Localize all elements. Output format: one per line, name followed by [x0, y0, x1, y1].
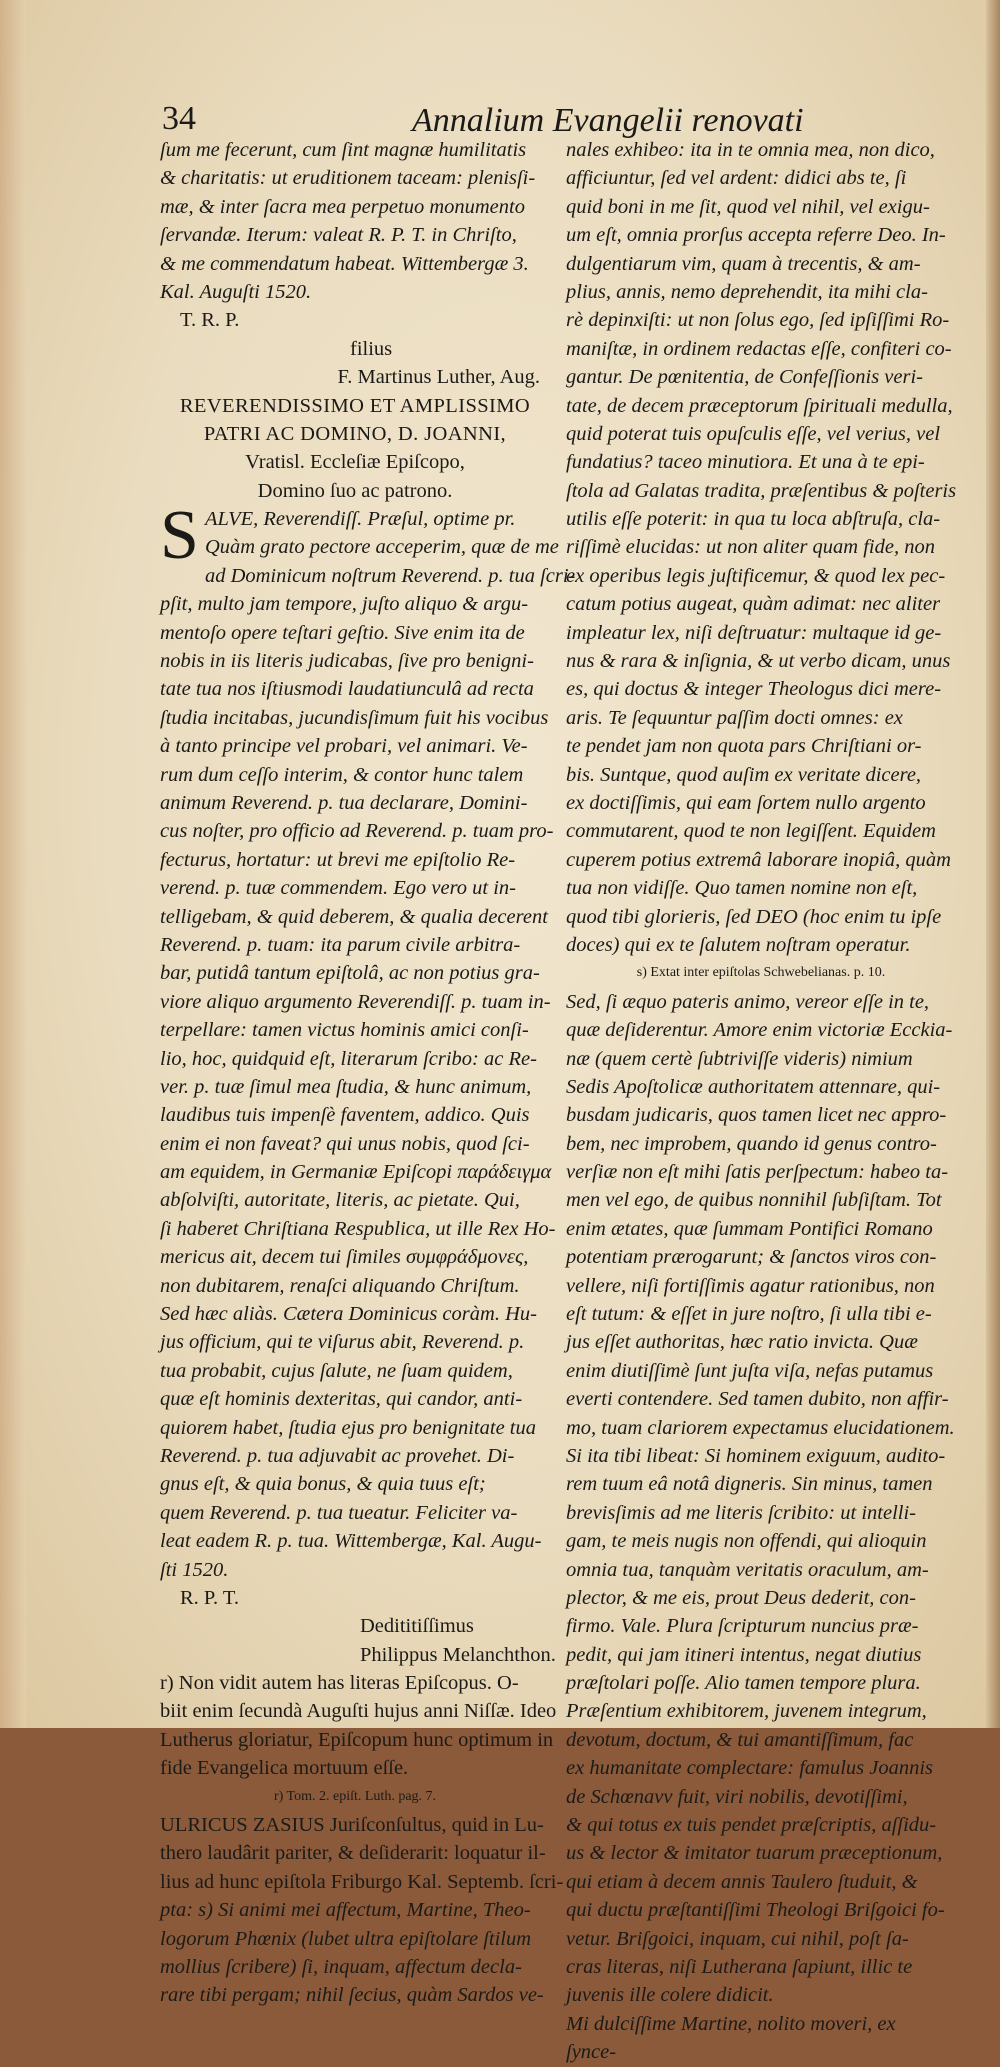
- left-column-line-text: pſit, multo jam tempore, juſto aliquo & argu-: [160, 593, 529, 616]
- right-column-line: [566, 1811, 956, 1839]
- left-column-line: [160, 505, 550, 533]
- right-column-line-text: brevisſimis ad me literis ſcribito: ut intelli-: [566, 1501, 916, 1524]
- right-column-line: [566, 903, 956, 931]
- left-column-line: [160, 1868, 564, 1896]
- left-column-line: [160, 1158, 550, 1186]
- right-column-line: [566, 1981, 956, 2009]
- left-column-line: [160, 448, 550, 476]
- right-column-line: [566, 363, 956, 391]
- right-column-line: [566, 1045, 956, 1073]
- left-column-line-text: nobis in iis literis judicabas, ſive pro benigni-: [160, 650, 534, 673]
- left-column-line-text: leat eadem R. p. tua. Wittembergæ, Kal. Augu-: [160, 1530, 542, 1553]
- left-column-line-text: cus noſter, pro officio ad Reverend. p. tuam pro-: [160, 820, 554, 843]
- right-column-line-text: gantur. De pœnitentia, de Confeſſionis veri-: [566, 366, 924, 389]
- right-column-line-text: qui etiam à decem annis Taulero ſtuduit, &: [566, 1870, 918, 1893]
- right-column-line: [566, 1442, 956, 1470]
- left-column-line: [160, 1101, 550, 1129]
- left-column-line-text: ſum me fecerunt, cum ſint magnæ humilitatis: [160, 139, 527, 161]
- right-column-line-text: enim diutiſſimè ſunt juſta viſa, nefas putamus: [566, 1359, 934, 1382]
- right-column-line-text: Sed, ſi æquo pateris animo, vereor eſſe in te,: [566, 990, 930, 1013]
- right-column-line-text: aris. Te ſequuntur paſſim docti omnes: ex: [566, 706, 903, 729]
- left-column-line: [160, 619, 550, 647]
- left-column-line: [160, 1669, 550, 1697]
- left-column-line-text: Philippus Melanchthon.: [360, 1643, 556, 1666]
- right-column-line: [566, 420, 956, 448]
- left-column-line-text: ſti 1520.: [160, 1558, 229, 1581]
- left-column-line-text: mollius ſcribere) ſi, inquam, affectum decla-: [160, 1956, 522, 1978]
- left-column-line: [160, 1442, 550, 1470]
- right-column-line: [566, 988, 956, 1016]
- right-column-line: [566, 2038, 956, 2066]
- right-column-line-text: tate, de decem præceptorum ſpirituali medulla,: [566, 394, 953, 417]
- right-column-line: [566, 1527, 956, 1555]
- left-column-line-text: jus officium, qui te viſurus abit, Reverend. p.: [160, 1331, 525, 1354]
- left-column-line-text: mericus ait, decem tui ſimiles συμφράδμονες,: [160, 1246, 529, 1269]
- left-column-line-text: à tanto principe vel probari, vel animari. Ve-: [160, 735, 528, 758]
- right-column-line-text: men vel ego, de quibus nonnihil ſubſiſtam. Tot: [566, 1189, 942, 1212]
- right-column-line-text: ex doctiſſimis, qui eam ſortem nullo argento: [566, 791, 926, 814]
- running-title: Annalium Evangelii renovati: [412, 102, 804, 139]
- right-column-line-text: cras literas, niſi Lutherana ſapiunt, illic te: [566, 1956, 913, 1978]
- right-column-line: [566, 1385, 956, 1413]
- left-column-line: [160, 874, 550, 902]
- right-column-line: [566, 874, 956, 902]
- page-gutter-shadow: [0, 0, 26, 1728]
- left-column-line: [160, 1130, 550, 1158]
- right-column-line-text: vellere, niſi fortiſſimis agatur rationibus, non: [566, 1274, 935, 1297]
- right-column-line-text: afficiuntur, ſed vel ardent: didici abs te, ſi: [566, 167, 907, 190]
- left-column-line: [160, 1385, 550, 1413]
- right-column-line-text: um eſt, omnia prorſus accepta referre Deo. In-: [566, 224, 946, 247]
- right-column-line-text: pedit, qui jam itineri intentus, negat diutius: [566, 1643, 922, 1666]
- left-column-line-text: thero laudârit pariter, & deſiderarit: loquatur il-: [160, 1842, 546, 1865]
- right-column-line-text: s) Extat inter epiſtolas Schwebelianas. p. 10.: [636, 965, 886, 981]
- right-column-line: [566, 761, 956, 789]
- right-column-line-text: plius, annis, nemo deprehendit, ita mihi cla-: [566, 280, 928, 303]
- right-column-line-text: quæ deſiderentur. Amore enim victoriæ Ecckia-: [566, 1019, 953, 1042]
- left-column-line: [160, 761, 550, 789]
- right-column-line: [566, 1328, 956, 1356]
- right-column-line-text: bis. Suntque, quod auſim ex veritate dicere,: [566, 763, 922, 786]
- right-column-line: [566, 1783, 956, 1811]
- left-column-line-text: lio, hoc, quidquid eſt, literarum ſcribo: ac Re-: [160, 1047, 537, 1070]
- left-column-line-text: Quàm grato pectore acceperim, quæ de me: [204, 536, 559, 559]
- left-column-line: [160, 562, 576, 590]
- left-column-line-text: pta: s) Si animi mei affectum, Martine, Theo-: [160, 1899, 531, 1922]
- left-column-line-text: Dedititiſſimus: [360, 1615, 474, 1638]
- left-column-line-text: Lutherus gloriatur, Epiſcopum hunc optimum in: [160, 1728, 554, 1751]
- left-column-line: [160, 1641, 556, 1669]
- left-column-line: [160, 392, 550, 420]
- left-column-line-text: ver. p. tuæ ſimul mea ſtudia, & hunc animum,: [160, 1075, 532, 1098]
- right-column-line-text: jus eſſet authoritas, hæc ratio invicta. Quæ: [566, 1331, 918, 1354]
- left-column-line-text: lius ad hunc epiſtola Friburgo Kal. Septemb. ſcri-: [160, 1870, 564, 1893]
- right-column-line-text: ſynce-: [566, 2041, 617, 2064]
- page-number: 34: [162, 100, 196, 137]
- left-column-line: [160, 221, 550, 249]
- left-column-line-text: enim ei non faveat? qui unus nobis, quod ſci-: [160, 1132, 530, 1155]
- right-column-line-text: omnia tua, tanquàm veritatis oraculum, am-: [566, 1558, 929, 1581]
- right-column-line-text: nales exhibeo: ita in te omnia mea, non dico,: [566, 139, 935, 161]
- right-column-line-text: verſiæ non eſt mihi ſatis perſpectum: habeo ta-: [566, 1161, 949, 1184]
- left-column-line: [160, 1527, 550, 1555]
- left-column-line: [160, 1981, 550, 2009]
- left-column-line-text: Kal. Auguſti 1520.: [160, 280, 312, 303]
- right-column-line: [566, 959, 956, 987]
- right-column-line-text: quid boni in me ſit, quod vel nihil, vel exigu-: [566, 195, 930, 218]
- right-column-line-text: Mi dulciſſime Martine, nolito moveri, ex: [566, 2012, 896, 2035]
- right-column-line: [566, 817, 956, 845]
- right-column-line: [566, 1584, 956, 1612]
- right-column-line: [566, 1101, 956, 1129]
- right-column-line: [566, 1925, 956, 1953]
- right-column-line: [566, 1130, 956, 1158]
- left-column-line-text: R. P. T.: [180, 1586, 240, 1609]
- left-column-line: [160, 1556, 550, 1584]
- left-column-line: [160, 732, 550, 760]
- right-column-line-text: & qui totus ex tuis pendet præſcriptis, aſſidu-: [566, 1814, 937, 1837]
- left-column-line: [160, 477, 550, 505]
- left-column-line-text: am equidem, in Germaniæ Epiſcopi παράδειγμα: [160, 1161, 552, 1184]
- left-column-line: [160, 1357, 550, 1385]
- right-column-line: [566, 164, 956, 192]
- right-column-line: [566, 1697, 956, 1725]
- left-column-line-text: quæ eſt hominis dexteritas, qui candor, anti-: [160, 1388, 523, 1411]
- left-column-line: [160, 647, 550, 675]
- right-column-line-text: rè depinxiſti: ut non ſolus ego, ſed ipſiſſimi Ro-: [566, 309, 950, 332]
- right-column-line: [566, 1641, 956, 1669]
- left-column-line: [160, 1414, 550, 1442]
- right-column-line-text: te pendet jam non quota pars Chriſtiani or-: [566, 735, 922, 758]
- right-column-line-text: præſtolari poſſe. Alio tamen tempore plura.: [566, 1672, 921, 1695]
- left-column: [160, 136, 576, 2010]
- right-column-line: [566, 193, 956, 221]
- right-column-line-text: ex humanitate complectare: famulus Joannis: [566, 1757, 934, 1780]
- left-column-line: [160, 789, 550, 817]
- right-column-line-text: mo, tuam clariorem expectamus elucidationem.: [566, 1416, 955, 1439]
- right-column-line-text: potentiam prærogarunt; & ſanctos viros con-: [566, 1246, 937, 1269]
- left-column-line-text: non dubitarem, renaſci aliquando Chriſtum.: [160, 1274, 520, 1297]
- left-column-line-text: quem Reverend. p. tua tueatur. Feliciter va-: [160, 1501, 518, 1524]
- left-column-line-text: rare tibi pergam; nihil ſecius, quàm Sardos ve-: [160, 1984, 544, 2007]
- left-column-line: [160, 306, 550, 334]
- right-column-line: [566, 136, 956, 164]
- left-column-line-text: tua probabit, cujus ſalute, ne ſuam quidem,: [160, 1359, 513, 1382]
- left-column-line: [160, 1073, 550, 1101]
- left-column-line-text: abſolviſti, autoritate, literis, ac pietate. Qui,: [160, 1189, 520, 1212]
- right-column-line-text: everti contendere. Sed tamen dubito, non affir-: [566, 1388, 949, 1411]
- left-column-line: [160, 1953, 550, 1981]
- right-column-line: [566, 1499, 956, 1527]
- right-column-line-text: ex operibus legis juſtificemur, & quod lex pec-: [566, 564, 946, 587]
- left-column-line: [160, 1328, 550, 1356]
- left-column-line-text: bar, putidâ tantum epiſtolâ, ac non potius gra-: [160, 962, 540, 985]
- right-column-line-text: us & lector & imitator tuarum præceptionum,: [566, 1842, 943, 1865]
- left-column-line-text: & charitatis: ut eruditionem taceam: plenisſi-: [160, 167, 536, 190]
- left-column-line: [160, 420, 550, 448]
- drop-cap: S: [160, 497, 199, 575]
- left-column-line-text: PATRI AC DOMINO, D. JOANNI,: [203, 422, 507, 445]
- left-column-line: [160, 136, 550, 164]
- right-column-line-text: maniſtæ, in ordinem redactas eſſe, confiteri co-: [566, 337, 952, 360]
- left-column-line-text: mæ, & inter ſacra mea perpetuo monumento: [160, 195, 525, 218]
- left-column-line: [160, 1726, 554, 1754]
- right-column-line: [566, 1754, 956, 1782]
- right-column-line-text: plector, & me eis, prout Deus dederit, con-: [566, 1586, 916, 1609]
- left-column-line-text: Vratisl. Eccleſiæ Epiſcopo,: [245, 451, 465, 474]
- left-column-line: [160, 1470, 550, 1498]
- right-column-line: [566, 789, 956, 817]
- left-column-line-text: F. Martinus Luther, Aug.: [337, 366, 540, 389]
- left-column-line: [160, 278, 550, 306]
- left-column-line: [160, 1499, 550, 1527]
- right-column-line: [566, 2010, 956, 2038]
- right-column-line: [566, 1470, 956, 1498]
- right-column-line-text: Sedis Apoſtolicæ authoritatem attennare, qui-: [566, 1075, 941, 1098]
- right-column-line: [566, 1868, 956, 1896]
- left-column-line: [160, 1243, 550, 1271]
- right-column-line-text: gam, te meis nugis non offendi, qui alioquin: [566, 1530, 927, 1553]
- left-column-line: [160, 1697, 557, 1725]
- right-column-line: [566, 732, 956, 760]
- right-column-line-text: devotum, doctum, & tui amantiſſimum, fac: [566, 1728, 914, 1751]
- left-column-line-text: terpellare: tamen victus hominis amici conſi-: [160, 1019, 529, 1042]
- left-column-line: [160, 1754, 550, 1782]
- left-column-line-text: REVERENDISSIMO ET AMPLISSIMO: [179, 394, 531, 417]
- right-column-line: [566, 1300, 956, 1328]
- right-column-line-text: cuperem potius extremâ laborare inopiâ, quàm: [566, 848, 951, 871]
- right-column-line: [566, 1414, 956, 1442]
- right-column-line: [566, 1186, 956, 1214]
- left-column-line: [160, 363, 550, 391]
- right-column-line: [566, 1896, 956, 1924]
- left-column-line: [160, 1612, 550, 1640]
- left-column-line-text: & me commendatum habeat. Wittembergæ 3.: [160, 252, 529, 275]
- right-column-line: [566, 1953, 956, 1981]
- right-column-line: [566, 1016, 956, 1044]
- left-column-line-text: ULRICUS ZASIUS Juriſconſultus, quid in Lu-: [160, 1814, 544, 1837]
- right-column-line-text: doces) qui ex te ſalutem noſtram operatur.: [566, 933, 911, 956]
- left-column-line: [160, 1272, 550, 1300]
- right-column-line-text: bem, nec improbem, quando id genus contro-: [566, 1132, 937, 1155]
- left-column-line: [160, 250, 550, 278]
- left-column-line-text: ad Dominicum noſtrum Reverend. p. tua ſcri-: [204, 564, 576, 587]
- left-column-line: [160, 1584, 550, 1612]
- right-column-line: [566, 1158, 956, 1186]
- left-column-line-text: ALVE, Reverendiſſ. Præſul, optime pr.: [204, 508, 516, 531]
- left-column-line-text: T. R. P.: [180, 309, 240, 332]
- right-column-line: [566, 1556, 956, 1584]
- right-column-line-text: tua non vidiſſe. Quo tamen nomine non eſt,: [566, 877, 918, 900]
- right-column: [566, 136, 956, 2067]
- left-column-line: [160, 335, 550, 363]
- left-column-line-text: mentoſo opere teſtari geſtio. Sive enim ita de: [160, 621, 525, 644]
- left-column-line-text: ſtudia incitabas, jucundisſimum fuit his vocibus: [160, 706, 549, 729]
- left-column-line-text: viore aliquo argumento Reverendiſſ. p. tuam in-: [160, 990, 551, 1013]
- left-column-line: [160, 1016, 550, 1044]
- left-column-line: [160, 931, 550, 959]
- right-column-line: [566, 1357, 956, 1385]
- page-edge: [986, 0, 1000, 1728]
- left-column-line-text: fide Evangelica mortuum eſſe.: [160, 1757, 409, 1780]
- left-column-line-text: r) Non vidit autem has literas Epiſcopus. O-: [160, 1672, 519, 1695]
- left-column-line: [160, 1215, 556, 1243]
- right-column-line-text: es, qui doctus & integer Theologus dici mere-: [566, 678, 942, 701]
- left-column-line: [160, 817, 554, 845]
- right-column-line-text: eſt tutum: & eſſet in jure noſtro, ſi ulla tibi e-: [566, 1303, 932, 1326]
- left-column-line-text: filius: [350, 337, 393, 360]
- left-column-line: [160, 1783, 550, 1811]
- left-column-line: [160, 1045, 550, 1073]
- right-column-line: [566, 1669, 956, 1697]
- left-column-line-text: quiorem habet, ſtudia ejus pro benignitate tua: [160, 1416, 536, 1439]
- right-column-line-text: dulgentiarum vim, quam à trecentis, & am-: [566, 252, 921, 275]
- left-column-line: [160, 903, 550, 931]
- left-column-line-text: verend. p. tuæ commendem. Ego vero ut in-: [160, 877, 516, 900]
- right-column-line: [566, 505, 956, 533]
- right-column-line-text: catum potius augeat, quàm adimat: nec aliter: [566, 593, 941, 616]
- right-column-line: [566, 931, 956, 959]
- right-column-line-text: enim ætates, quæ ſummam Pontifici Romano: [566, 1217, 933, 1240]
- left-column-line-text: gnus eſt, & quia bonus, & quia tuus eſt;: [160, 1473, 486, 1496]
- right-column-line-text: de Schœnavv fuit, viri nobilis, devotiſſimi,: [566, 1785, 908, 1808]
- right-column-line-text: qui ductu præſtantiſſimi Theologi Briſgoici fo-: [566, 1899, 945, 1922]
- left-column-line-text: biit enim ſecundà Auguſti hujus anni Niſſæ. Ideo: [160, 1700, 557, 1723]
- right-column-line-text: commutarent, quod te non legiſſent. Equidem: [566, 820, 936, 843]
- right-column-line-text: næ (quem certè ſubtriviſſe videris) nimium: [566, 1047, 913, 1070]
- left-column-line-text: laudibus tuis impenſè faventem, addico. Quis: [160, 1104, 530, 1127]
- right-column-line: [566, 477, 956, 505]
- left-column-line: [160, 193, 550, 221]
- left-column-line-text: tate tua nos iſtiusmodi laudatiunculâ ad recta: [160, 678, 534, 701]
- right-column-line: [566, 335, 956, 363]
- right-column-line: [566, 221, 956, 249]
- left-column-line-text: Sed hæc aliàs. Cætera Dominicus coràm. Hu-: [160, 1303, 537, 1326]
- right-column-line-text: utilis eſſe poterit: in qua tu loca abſtruſa, cla-: [566, 508, 941, 531]
- right-column-line: [566, 704, 956, 732]
- left-column-line: [160, 846, 550, 874]
- right-column-line-text: Præſentium exhibitorem, juvenem integrum,: [566, 1700, 927, 1723]
- right-column-line: [566, 392, 956, 420]
- left-column-line: [160, 1186, 550, 1214]
- right-column-line-text: firmo. Vale. Plura ſcripturum nuncius præ-: [566, 1615, 919, 1638]
- right-column-line-text: nus & rara & inſignia, & ut verbo dicam, unus: [566, 650, 951, 673]
- right-column-line: [566, 1073, 956, 1101]
- left-column-line: [160, 1925, 550, 1953]
- left-column-line: [160, 1896, 550, 1924]
- right-column-line: [566, 590, 956, 618]
- right-column-line: [566, 647, 956, 675]
- left-column-line: [160, 675, 550, 703]
- left-column-line: [160, 988, 550, 1016]
- right-column-line-text: fundatius? taceo minutiora. Et una à te epi-: [566, 451, 925, 474]
- right-column-line: [566, 846, 956, 874]
- right-column-line-text: Si ita tibi libeat: Si hominem exiguum, audito-: [566, 1444, 946, 1467]
- right-column-line: [566, 306, 956, 334]
- left-column-line-text: logorum Phœnix (lubet ultra epiſtolare ſtilum: [160, 1927, 532, 1950]
- right-column-line: [566, 533, 956, 561]
- right-column-line-text: rem tuum eâ notâ digneris. Sin minus, tamen: [566, 1473, 933, 1496]
- right-column-line-text: impleatur lex, niſi deſtruatur: multaque id ge-: [566, 621, 942, 644]
- left-column-line: [160, 590, 550, 618]
- right-column-line: [566, 1215, 956, 1243]
- right-column-line: [566, 1272, 956, 1300]
- left-column-line-text: Domino ſuo ac patrono.: [257, 479, 453, 502]
- left-column-line-text: rum dum ceſſo interim, & contor hunc talem: [160, 763, 524, 786]
- right-column-line-text: vetur. Briſgoici, inquam, cui nihil, poſt ſa-: [566, 1927, 909, 1950]
- left-column-line: [160, 164, 550, 192]
- left-column-line: [160, 533, 559, 561]
- right-column-line: [566, 562, 956, 590]
- right-column-line-text: juvenis ille colere didicit.: [566, 1984, 774, 2007]
- left-column-line-text: Reverend. p. tuam: ita parum civile arbitra-: [160, 933, 521, 956]
- right-column-line-text: quod tibi glorieris, ſed DEO (hoc enim tu ipſe: [566, 905, 942, 928]
- left-column-line-text: ſervandæ. Iterum: valeat R. P. T. in Chriſto,: [160, 224, 517, 247]
- left-column-line: [160, 704, 550, 732]
- right-column-line: [566, 448, 956, 476]
- left-column-line: [160, 1811, 550, 1839]
- right-column-line: [566, 619, 956, 647]
- right-column-line: [566, 1839, 956, 1867]
- right-column-line: [566, 278, 956, 306]
- right-column-line-text: ſtola ad Galatas tradita, præſentibus & poſteris: [566, 479, 957, 502]
- left-column-line: [160, 1300, 550, 1328]
- left-column-line-text: animum Reverend. p. tua declarare, Domini-: [160, 791, 528, 814]
- left-column-line-text: fecturus, hortatur: ut brevi me epiſtolio Re-: [160, 848, 516, 871]
- left-column-line: [160, 959, 550, 987]
- right-column-line: [566, 675, 956, 703]
- left-column-line: [160, 1839, 550, 1867]
- right-column-line-text: busdam judicaris, quos tamen licet nec appro-: [566, 1104, 947, 1127]
- right-column-line: [566, 1243, 956, 1271]
- right-column-line: [566, 250, 956, 278]
- left-column-line-text: r) Tom. 2. epiſt. Luth. pag. 7.: [273, 1788, 437, 1804]
- right-column-line: [566, 1612, 956, 1640]
- left-column-line-text: Reverend. p. tua adjuvabit ac provehet. Di-: [160, 1444, 515, 1467]
- right-column-line-text: quid poterat tuis opuſculis eſſe, vel verius, vel: [566, 422, 941, 445]
- left-column-line-text: telligebam, & quid deberem, & qualia decerent: [160, 905, 548, 928]
- right-column-line-text: riſſimè elucidas: ut non aliter quam fide, non: [566, 536, 935, 559]
- right-column-line: [566, 1726, 956, 1754]
- left-column-line-text: ſi haberet Chriſtiana Respublica, ut ille Rex Ho-: [160, 1217, 556, 1240]
